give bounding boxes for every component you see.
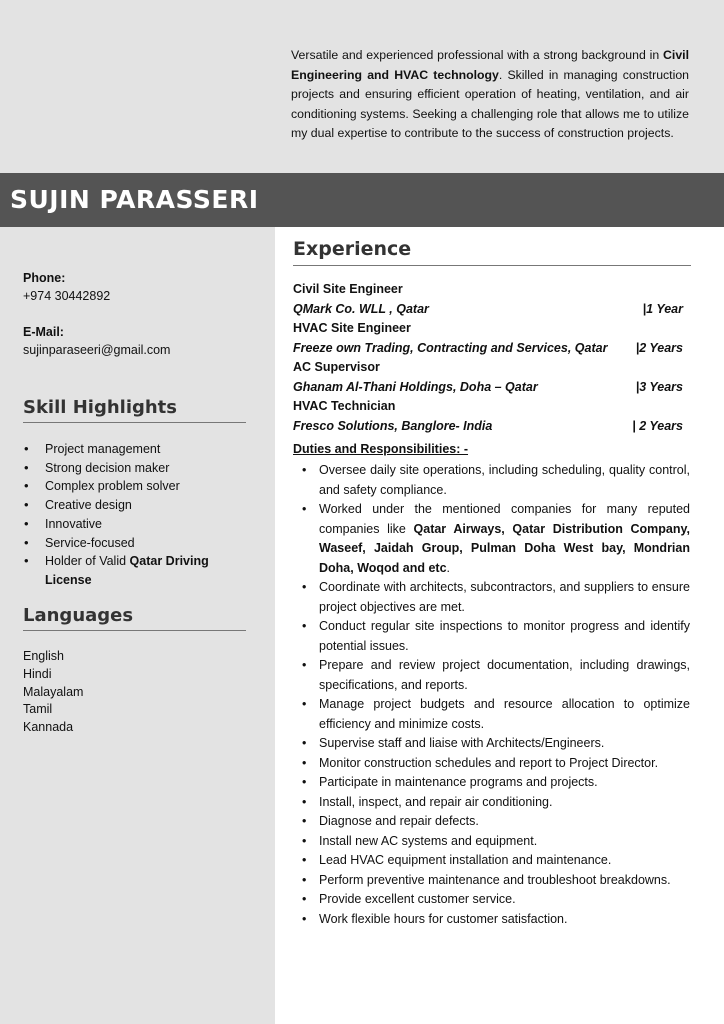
job-company: Freeze own Trading, Contracting and Services, Qatar (293, 340, 608, 355)
skill-item-license (23, 552, 253, 589)
duty-item: • Lead HVAC equipment installation and maintenance. (300, 851, 690, 871)
job-company: Fresco Solutions, Banglore- India (293, 418, 493, 433)
name-banner (0, 173, 724, 227)
duty-item: • Coordinate with architects, subcontractors, and suppliers to ensure project objectives are met. (300, 578, 690, 617)
duty-item: • Diagnose and repair defects. (300, 812, 690, 832)
summary-section (0, 0, 724, 173)
license-bold: Qatar Driving License (45, 554, 209, 587)
skill-item: • Project management (23, 440, 253, 459)
candidate-name: SUJIN PARASSERI (10, 185, 259, 214)
duty-item: • Conduct regular site inspections to monitor progress and identify potential issues. (300, 617, 690, 656)
language-item: Kannada (23, 720, 74, 735)
experience-heading: Experience (293, 238, 691, 266)
duty-item: • Supervise staff and liaise with Architects/Engineers. (300, 734, 690, 754)
skill-item: • Strong decision maker (23, 459, 253, 478)
languages-heading: Languages (23, 605, 246, 631)
duty-item: • Provide excellent customer service. (300, 890, 690, 910)
job-duration: |2 Years (635, 340, 683, 355)
job-title: HVAC Site Engineer (293, 321, 411, 335)
duty-item: • Work flexible hours for customer satisfaction. (300, 910, 690, 930)
duty-item: • Install, inspect, and repair air conditioning. (300, 793, 690, 813)
job-company-row (293, 339, 691, 359)
job-duration: | 2 Years (632, 418, 683, 433)
skill-item: • Creative design (23, 496, 253, 515)
job-title: AC Supervisor (293, 360, 380, 374)
duty-item: • Perform preventive maintenance and troubleshoot breakdowns. (300, 871, 690, 891)
duty-companies-prefix: Worked under the mentioned companies for many reputed companies like (319, 502, 690, 536)
skill-item: • Service-focused (23, 534, 253, 553)
duty-companies-bold: Qatar Airways, Qatar Distribution Company, Waseef, Jaidah Group, Pulman Doha West bay, Mondrian Doha, Woqod and etc (319, 521, 691, 575)
duty-item: • Manage project budgets and resource allocation to optimize efficiency and minimize costs. (300, 695, 690, 734)
job-duration: |3 Years (635, 379, 683, 394)
language-item: Hindi (23, 666, 52, 681)
language-item: Malayalam (23, 684, 84, 699)
job-company-row (293, 417, 691, 437)
job-title: Civil Site Engineer (293, 282, 403, 296)
duty-item: • Monitor construction schedules and report to Project Director. (300, 754, 690, 774)
phone-label: Phone: (23, 271, 66, 285)
email-label: E-Mail: (23, 325, 64, 339)
skills-list (23, 440, 253, 590)
job-company: QMark Co. WLL , Qatar (293, 301, 429, 316)
skills-heading: Skill Highlights (23, 397, 246, 423)
duty-companies-suffix: . (446, 560, 451, 575)
duty-item: • Prepare and review project documentation, including drawings, specifications, and reports. (300, 656, 690, 695)
phone-value: +974 30442892 (23, 289, 111, 303)
duty-item-companies (300, 500, 690, 578)
duties-heading: Duties and Responsibilities: - (293, 442, 469, 456)
language-item: English (23, 649, 64, 663)
professional-summary (291, 46, 689, 144)
email-value: sujinparaseeri@gmail.com (23, 343, 171, 357)
job-company: Ghanam Al-Thani Holdings, Doha – Qatar (293, 379, 538, 394)
experience-list (293, 280, 691, 436)
language-item: Tamil (23, 702, 53, 717)
skill-item: • Complex problem solver (23, 477, 253, 496)
duties-list (300, 461, 690, 929)
duty-item: • Participate in maintenance programs and projects. (300, 773, 690, 793)
job-title: HVAC Technician (293, 399, 396, 413)
summary-text-end: . Skilled in managing construction projects and ensuring efficient operation of heating, ventilation, and air conditioning systems. Seeking a challenging role that allows me to utilize my dual expertise to contribute to the success of construction projects. (291, 67, 690, 141)
job-company-row (293, 300, 691, 320)
job-duration: |1 Year (642, 301, 683, 316)
summary-text-start: Versatile and experienced professional with a strong background in (291, 48, 664, 62)
summary-highlight: Civil Engineering and HVAC technology (291, 48, 689, 82)
duty-item: • Oversee daily site operations, including scheduling, quality control, and safety compliance. (300, 461, 690, 500)
skill-item: • Innovative (23, 515, 253, 534)
license-prefix: Holder of Valid (45, 554, 130, 569)
languages-list (23, 648, 83, 737)
duty-item: • Install new AC systems and equipment. (300, 832, 690, 852)
job-company-row (293, 378, 691, 398)
